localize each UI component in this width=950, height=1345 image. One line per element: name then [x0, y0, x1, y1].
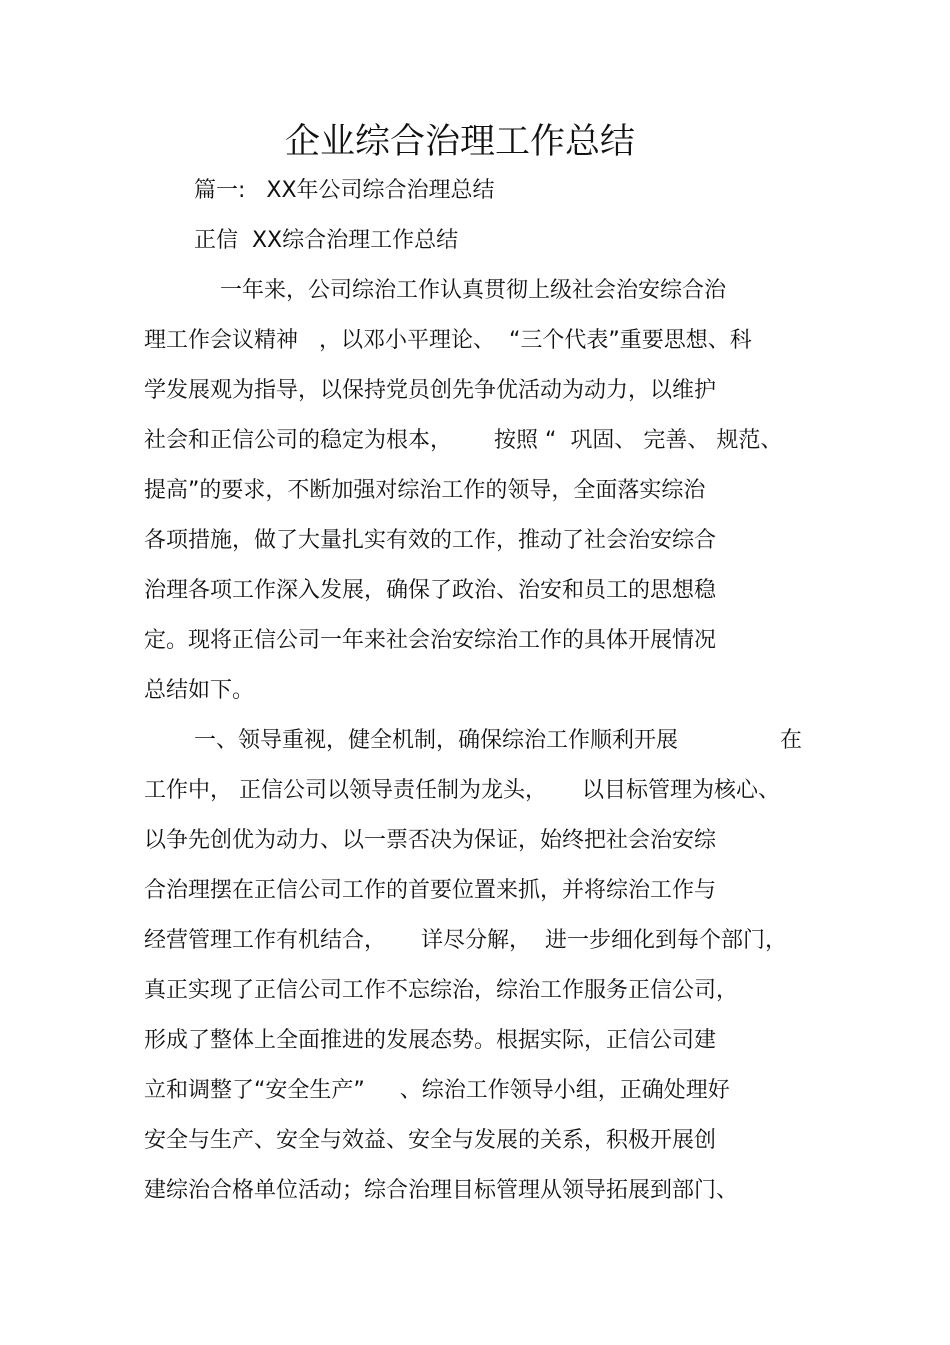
- paragraph-line: 学发展观为指导，以保持党员创先争优活动为动力，以维护: [144, 378, 717, 403]
- paragraph-line: 形成了整体上全面推进的发展态势。根据实际，正信公司建: [144, 1028, 717, 1053]
- paragraph-line: 治理各项工作深入发展，确保了政治、治安和员工的思想稳: [144, 578, 717, 603]
- paragraph-line: 合治理摆在正信公司工作的首要位置来抓，并将综治工作与: [144, 878, 717, 903]
- paragraph-line: 建综治合格单位活动；综合治理目标管理从领导拓展到部门、: [144, 1178, 739, 1203]
- paragraph-line: 理工作会议精神 ，以邓小平理论、 “三个代表”重要思想、科: [144, 328, 752, 353]
- subtitle-part-one: 篇一: XX年公司综合治理总结: [194, 178, 495, 203]
- paragraph-line: 立和调整了“安全生产” 、综治工作领导小组，正确处理好: [144, 1078, 730, 1103]
- paragraph-line: 安全与生产、安全与效益、安全与发展的关系，积极开展创: [144, 1128, 717, 1153]
- paragraph-line: 经营管理工作有机结合， 详尽分解， 进一步细化到每个部门，: [144, 928, 787, 953]
- paragraph-line: 一年来，公司综治工作认真贯彻上级社会治安综合治: [220, 278, 727, 303]
- subtitle-zhengxin: 正信 XX综合治理工作总结: [194, 228, 459, 253]
- section-heading-one: 一、领导重视，健全机制，确保综治工作顺利开展: [194, 728, 679, 753]
- paragraph-line: 在: [780, 728, 803, 753]
- document-title: 企业综合治理工作总结: [284, 122, 635, 162]
- paragraph-line: 总结如下。: [144, 678, 255, 703]
- paragraph-line: 社会和正信公司的稳定为根本， 按照 “ 巩固、 完善、 规范、: [144, 428, 783, 453]
- paragraph-line: 工作中， 正信公司以领导责任制为龙头， 以目标管理为核心、: [144, 778, 780, 803]
- paragraph-line: 以争先创优为动力、以一票否决为保证，始终把社会治安综: [144, 828, 717, 853]
- paragraph-line: 各项措施，做了大量扎实有效的工作，推动了社会治安综合: [144, 528, 717, 553]
- paragraph-line: 真正实现了正信公司工作不忘综治，综治工作服务正信公司，: [144, 978, 739, 1003]
- paragraph-line: 提高”的要求，不断加强对综治工作的领导，全面落实综治: [144, 478, 706, 503]
- paragraph-line: 定。现将正信公司一年来社会治安综治工作的具体开展情况: [144, 628, 717, 653]
